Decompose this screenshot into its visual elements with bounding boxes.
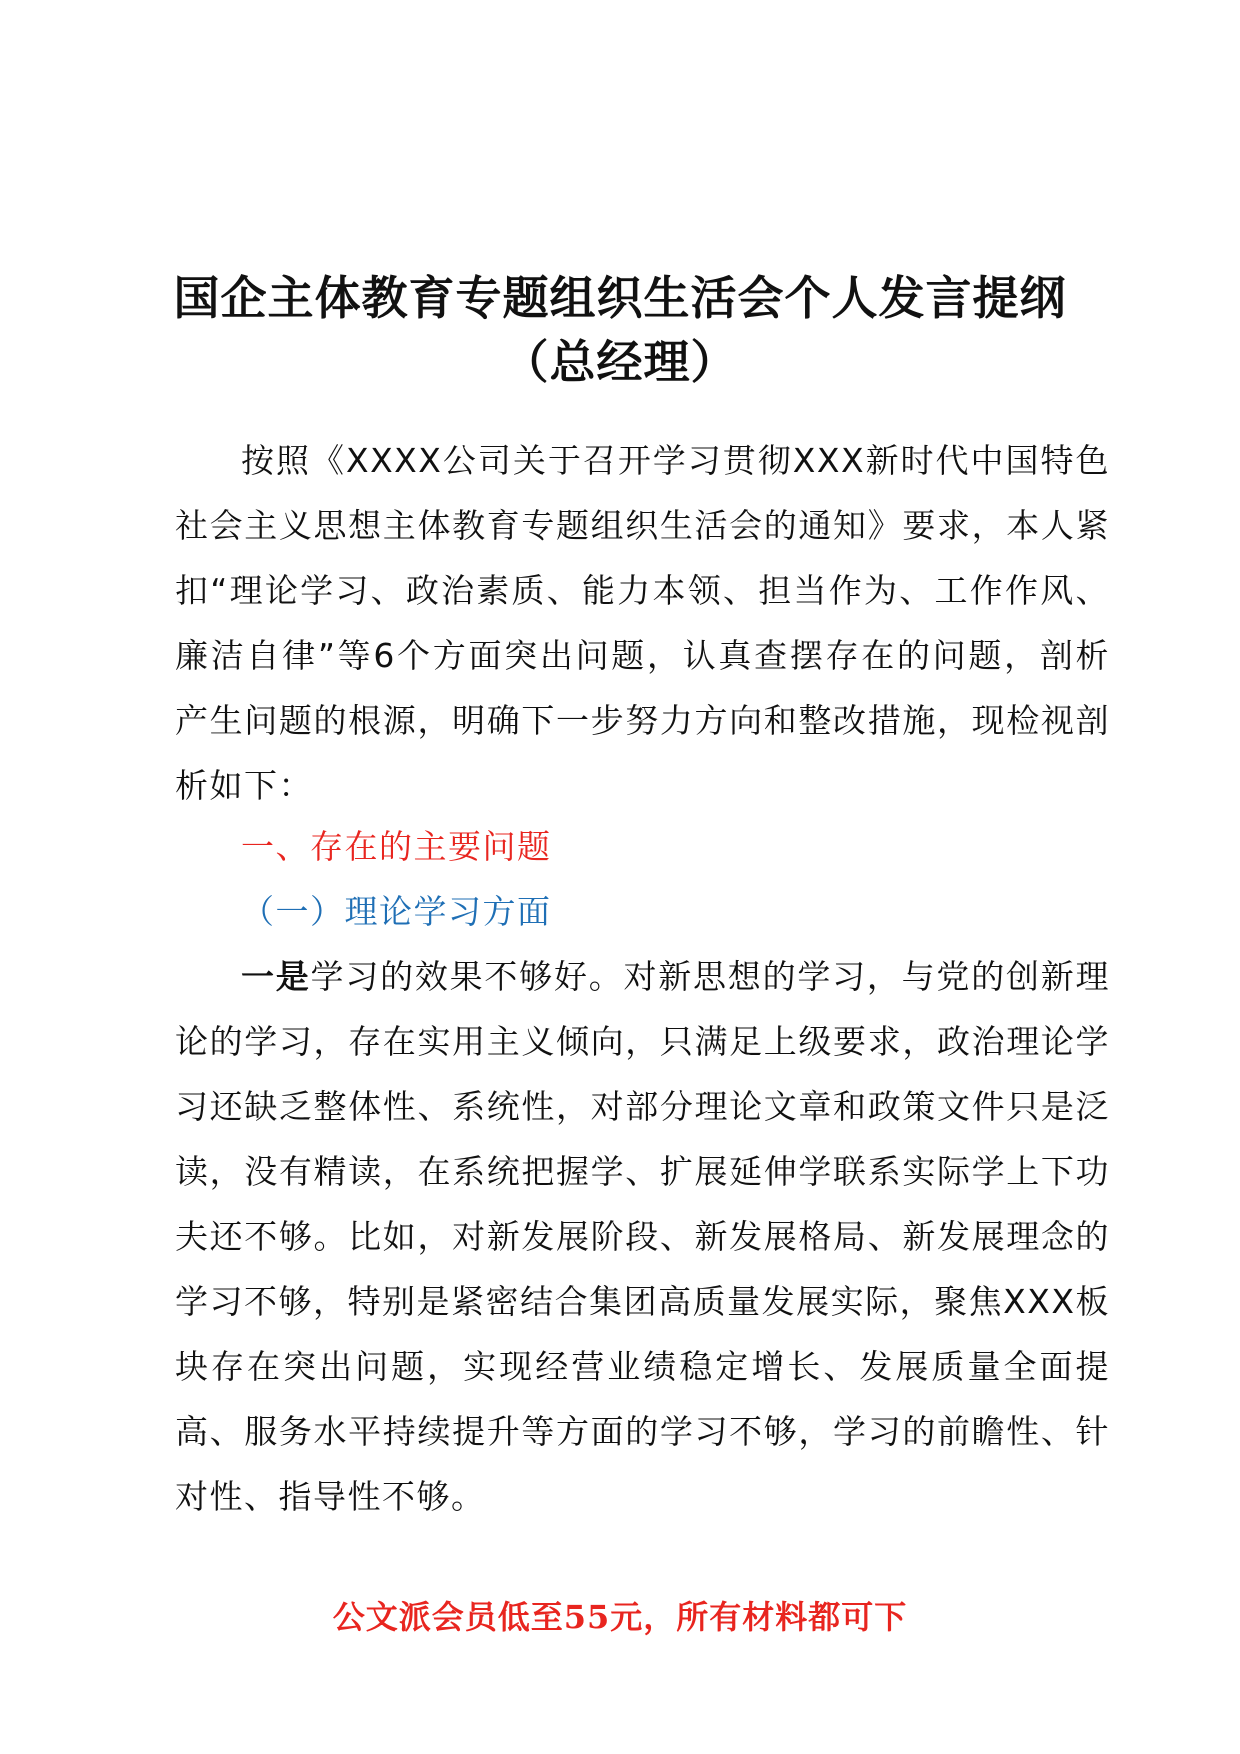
point-one-paragraph bbox=[175, 944, 1110, 1529]
document-subtitle: （总经理） bbox=[502, 335, 738, 389]
point-one-text: 学习的效果不够好。对新思想的学习，与党的创新理论的学习，存在实用主义倾向，只满足上级要求，政治理论学习还缺乏整体性、系统性，对部分理论文章和政策文件只是泛读，没有精读，在系统把握学、扩展延伸学联系实际学上下功夫还不够。比如，对新发展阶段、新发展格局、新发展理念的学习不够，特别是紧密结合集团高质量发展实际，聚焦XXX板块存在突出问题，实现经营业绩稳定增长、发展质量全面提高、服务水平持续提升等方面的学习不够，学习的前瞻性、针对性、指导性不够。 bbox=[175, 957, 1111, 1516]
subsection-heading-theory-study: （一）理论学习方面 bbox=[241, 892, 552, 931]
point-one-lead: 一是 bbox=[241, 957, 311, 996]
intro-paragraph bbox=[175, 428, 1110, 818]
intro-paragraph-text: 按照《XXXX公司关于召开学习贯彻XXX新时代中国特色社会主义思想主体教育专题组织生活会的通知》要求，本人紧扣“理论学习、政治素质、能力本领、担当作为、工作作风、廉洁自律”等6个方面突出问题，认真查摆存在的问题，剖析产生问题的根源，明确下一步努力方向和整改措施，现检视剖析如下： bbox=[175, 441, 1110, 805]
section-heading-main-problems: 一、存在的主要问题 bbox=[241, 827, 552, 866]
document-title: 国企主体教育专题组织生活会个人发言提纲 bbox=[173, 271, 1067, 325]
promo-banner: 公文派会员低至55元，所有材料都可下 bbox=[332, 1598, 908, 1636]
